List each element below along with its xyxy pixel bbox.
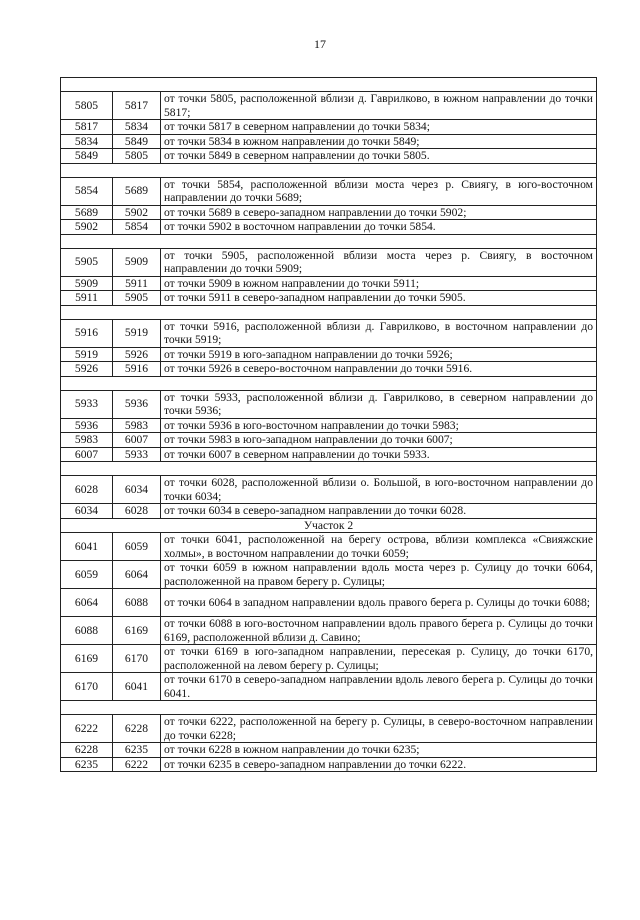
- table-row: [61, 645, 597, 673]
- point-from: 5911: [61, 291, 113, 306]
- table-row: [61, 248, 597, 276]
- point-to: 6169: [113, 617, 161, 645]
- point-to: 6222: [113, 757, 161, 772]
- point-from: 5902: [61, 220, 113, 235]
- segment-description: от точки 5849 в северном направлении до точки 5805.: [161, 149, 597, 164]
- segment-description: от точки 5834 в южном направлении до точки 5849;: [161, 134, 597, 149]
- point-to: 6088: [113, 589, 161, 617]
- separator-row: [61, 376, 597, 390]
- table-row: [61, 504, 597, 519]
- segment-description: от точки 5909 в южном направлении до точки 5911;: [161, 276, 597, 291]
- table-row: [61, 149, 597, 164]
- segment-description: от точки 5902 в восточном направлении до точки 5854.: [161, 220, 597, 235]
- segment-description: от точки 6235 в северо-западном направлении до точки 6222.: [161, 757, 597, 772]
- segment-description: от точки 6170 в северо-западном направлении вдоль левого берега р. Сулицы до точки 6041.: [161, 673, 597, 701]
- segment-description: от точки 5926 в северо-восточном направлении до точки 5916.: [161, 362, 597, 377]
- point-from: 6228: [61, 743, 113, 758]
- points-table-body: [61, 78, 597, 772]
- point-to: 5905: [113, 291, 161, 306]
- table-row: [61, 276, 597, 291]
- point-from: 6170: [61, 673, 113, 701]
- point-to: 5854: [113, 220, 161, 235]
- segment-description: от точки 6034 в северо-западном направлении до точки 6028.: [161, 504, 597, 519]
- segment-description: от точки 5854, расположенной вблизи моста через р. Свиягу, в юго-восточном направлении до точки 5689;: [161, 177, 597, 205]
- table-row: [61, 205, 597, 220]
- point-from: 5805: [61, 92, 113, 120]
- point-to: 5902: [113, 205, 161, 220]
- table-row: [61, 177, 597, 205]
- table-row: [61, 476, 597, 504]
- table-row: [61, 757, 597, 772]
- point-to: 6007: [113, 433, 161, 448]
- table-row: [61, 220, 597, 235]
- point-to: 6028: [113, 504, 161, 519]
- segment-description: от точки 6041, расположенной на берегу острова, вблизи комплекса «Свияжские холмы», в восточном направлении до точки 6059;: [161, 533, 597, 561]
- segment-description: от точки 6064 в западном направлении вдоль правого берега р. Сулицы до точки 6088;: [161, 589, 597, 617]
- point-from: 5689: [61, 205, 113, 220]
- point-from: 5936: [61, 418, 113, 433]
- separator-row: [61, 701, 597, 715]
- point-to: 6059: [113, 533, 161, 561]
- point-from: 6064: [61, 589, 113, 617]
- point-from: 6088: [61, 617, 113, 645]
- table-row: [61, 347, 597, 362]
- table-row: [61, 673, 597, 701]
- separator-cell: [61, 305, 597, 319]
- point-from: 6169: [61, 645, 113, 673]
- point-from: 5817: [61, 120, 113, 135]
- segment-description: от точки 6028, расположенной вблизи о. Большой, в юго-восточном направлении до точки 6034;: [161, 476, 597, 504]
- point-from: 6028: [61, 476, 113, 504]
- point-from: 6235: [61, 757, 113, 772]
- table-row: [61, 589, 597, 617]
- point-to: 6235: [113, 743, 161, 758]
- table-row: [61, 418, 597, 433]
- point-from: 5916: [61, 319, 113, 347]
- segment-description: от точки 5983 в юго-западном направлении до точки 6007;: [161, 433, 597, 448]
- point-to: 6228: [113, 715, 161, 743]
- point-from: 6034: [61, 504, 113, 519]
- segment-description: от точки 5916, расположенной вблизи д. Гаврилково, в восточном направлении до точки 5919;: [161, 319, 597, 347]
- point-to: 5919: [113, 319, 161, 347]
- separator-cell: [61, 78, 597, 92]
- point-from: 5854: [61, 177, 113, 205]
- segment-description: от точки 6059 в южном направлении вдоль моста через р. Сулицу до точки 6064, расположенной на правом берегу р. Сулицы;: [161, 561, 597, 589]
- table-row: [61, 715, 597, 743]
- point-from: 5909: [61, 276, 113, 291]
- point-from: 5849: [61, 149, 113, 164]
- segment-description: от точки 6228 в южном направлении до точки 6235;: [161, 743, 597, 758]
- point-to: 5983: [113, 418, 161, 433]
- separator-row: [61, 163, 597, 177]
- point-from: 5926: [61, 362, 113, 377]
- page-number: 17: [314, 37, 326, 51]
- point-to: 6041: [113, 673, 161, 701]
- table-row: [61, 92, 597, 120]
- separator-cell: [61, 376, 597, 390]
- section-header-row: [61, 518, 597, 533]
- separator-row: [61, 78, 597, 92]
- separator-row: [61, 305, 597, 319]
- segment-description: от точки 6088 в юго-восточном направлении вдоль правого берега р. Сулицы до точки 6169, расположенной вблизи д. Савино;: [161, 617, 597, 645]
- separator-cell: [61, 163, 597, 177]
- segment-description: от точки 5905, расположенной вблизи моста через р. Свиягу, в восточном направлении до точки 5909;: [161, 248, 597, 276]
- point-to: 5926: [113, 347, 161, 362]
- separator-row: [61, 462, 597, 476]
- table-row: [61, 433, 597, 448]
- section-title: Участок 2: [61, 518, 597, 533]
- point-to: 5817: [113, 92, 161, 120]
- point-to: 5936: [113, 390, 161, 418]
- point-to: 5933: [113, 447, 161, 462]
- separator-cell: [61, 462, 597, 476]
- point-from: 5834: [61, 134, 113, 149]
- table-row: [61, 362, 597, 377]
- table-row: [61, 120, 597, 135]
- point-to: 5909: [113, 248, 161, 276]
- segment-description: от точки 5817 в северном направлении до точки 5834;: [161, 120, 597, 135]
- segment-description: от точки 5805, расположенной вблизи д. Гаврилково, в южном направлении до точки 5817;: [161, 92, 597, 120]
- separator-row: [61, 234, 597, 248]
- segment-description: от точки 5689 в северо-западном направлении до точки 5902;: [161, 205, 597, 220]
- separator-cell: [61, 701, 597, 715]
- points-table: [60, 77, 597, 772]
- point-to: 5916: [113, 362, 161, 377]
- point-to: 5849: [113, 134, 161, 149]
- table-row: [61, 134, 597, 149]
- table-row: [61, 291, 597, 306]
- point-to: 6034: [113, 476, 161, 504]
- table-row: [61, 617, 597, 645]
- table-row: [61, 447, 597, 462]
- point-to: 5834: [113, 120, 161, 135]
- point-from: 6059: [61, 561, 113, 589]
- segment-description: от точки 6222, расположенной на берегу р. Сулицы, в северо-восточном направлении до точки 6228;: [161, 715, 597, 743]
- point-to: 6170: [113, 645, 161, 673]
- segment-description: от точки 5919 в юго-западном направлении до точки 5926;: [161, 347, 597, 362]
- point-from: 5983: [61, 433, 113, 448]
- table-row: [61, 743, 597, 758]
- point-to: 5911: [113, 276, 161, 291]
- segment-description: от точки 5933, расположенной вблизи д. Гаврилково, в северном направлении до точки 5936;: [161, 390, 597, 418]
- point-to: 6064: [113, 561, 161, 589]
- point-from: 6007: [61, 447, 113, 462]
- separator-cell: [61, 234, 597, 248]
- point-from: 6041: [61, 533, 113, 561]
- table-row: [61, 319, 597, 347]
- point-from: 5919: [61, 347, 113, 362]
- point-to: 5689: [113, 177, 161, 205]
- point-to: 5805: [113, 149, 161, 164]
- segment-description: от точки 6169 в юго-западном направлении, пересекая р. Сулицу, до точки 6170, расположенной на левом берегу р. Сулицы;: [161, 645, 597, 673]
- point-from: 5933: [61, 390, 113, 418]
- table-row: [61, 533, 597, 561]
- segment-description: от точки 5911 в северо-западном направлении до точки 5905.: [161, 291, 597, 306]
- point-from: 5905: [61, 248, 113, 276]
- segment-description: от точки 6007 в северном направлении до точки 5933.: [161, 447, 597, 462]
- table-row: [61, 561, 597, 589]
- point-from: 6222: [61, 715, 113, 743]
- table-row: [61, 390, 597, 418]
- segment-description: от точки 5936 в юго-восточном направлении до точки 5983;: [161, 418, 597, 433]
